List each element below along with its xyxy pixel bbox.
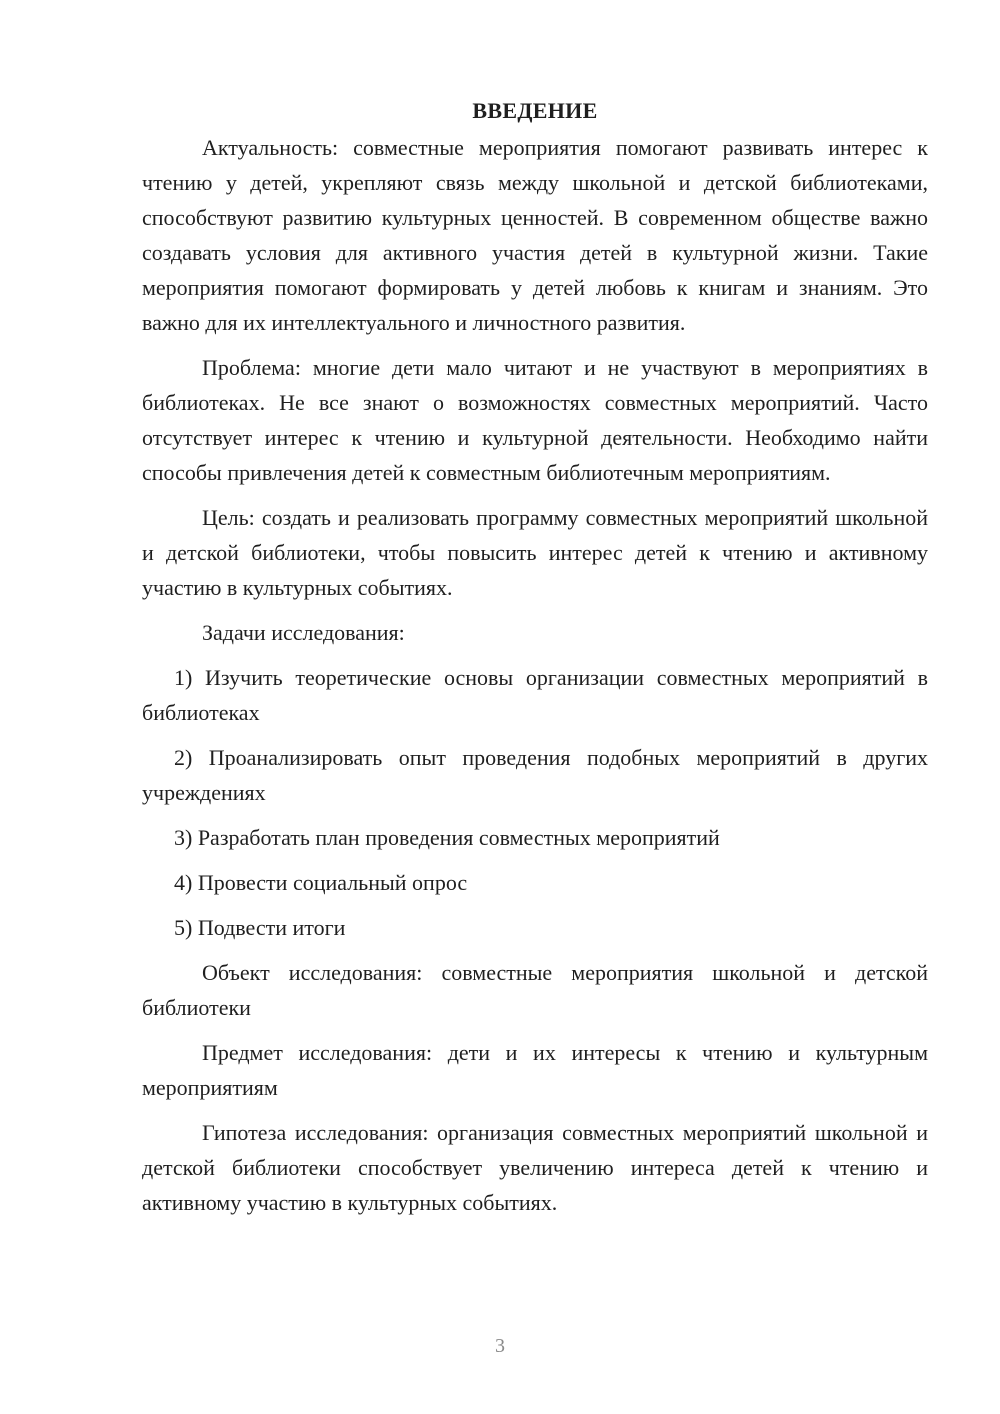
task-item-4: 4) Провести социальный опрос	[174, 870, 468, 895]
object-paragraph: Объект исследования: совместные мероприятия школьной и детской библиотеки	[142, 960, 928, 1020]
tasks-heading: Задачи исследования:	[202, 620, 405, 645]
subject-paragraph: Предмет исследования: дети и их интересы к чтению и культурным мероприятиям	[142, 1040, 928, 1100]
task-item-2: 2) Проанализировать опыт проведения подобных мероприятий в других учреждениях	[142, 745, 928, 805]
document-page	[142, 96, 928, 1230]
hypothesis-paragraph: Гипотеза исследования: организация совместных мероприятий школьной и детской библиотеки способствует увеличению интереса детей к чтению и активному участию в культурных событиях.	[142, 1120, 928, 1215]
relevance-paragraph: Актуальность: совместные мероприятия помогают развивать интерес к чтению у детей, укрепляют связь между школьной и детской библиотеками, способствуют развитию культурных ценностей. В современном обществе важно создавать условия для активного участия детей в культурной жизни. Такие мероприятия помогают формировать у детей любовь к книгам и знаниям. Это важно для их интеллектуального и личностного развития.	[142, 135, 928, 335]
page-title: ВВЕДЕНИЕ	[472, 98, 598, 123]
task-item-3: 3) Разработать план проведения совместных мероприятий	[174, 825, 720, 850]
problem-paragraph: Проблема: многие дети мало читают и не участвуют в мероприятиях в библиотеках. Не все знают о возможностях совместных мероприятий. Часто отсутствует интерес к чтению и культурной деятельности. Необходимо найти способы привлечения детей к совместным библиотечным мероприятиям.	[142, 355, 928, 485]
goal-paragraph: Цель: создать и реализовать программу совместных мероприятий школьной и детской библиотеки, чтобы повысить интерес детей к чтению и активному участию в культурных событиях.	[142, 505, 928, 600]
page-number: 3	[495, 1335, 505, 1357]
task-item-5: 5) Подвести итоги	[174, 915, 346, 940]
task-item-1: 1) Изучить теоретические основы организации совместных мероприятий в библиотеках	[142, 665, 928, 725]
